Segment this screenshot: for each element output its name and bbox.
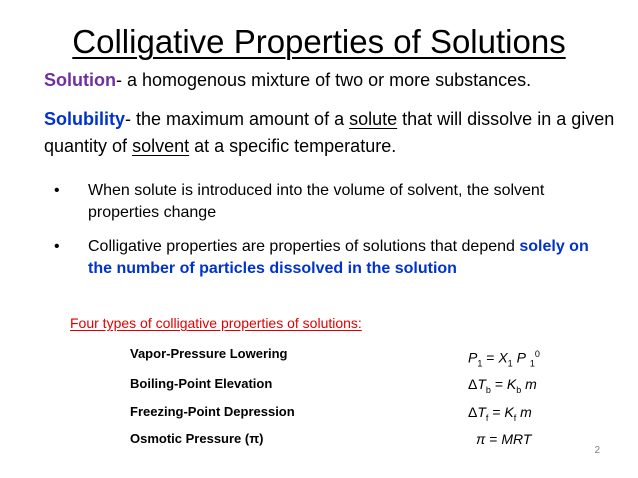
types-heading: Four types of colligative properties of solutions: [70,315,362,331]
property-name: Vapor-Pressure Lowering [130,346,288,361]
slide-title: Colligative Properties of Solutions [72,23,566,60]
property-name: Osmotic Pressure (π) [130,431,264,446]
property-row [130,402,550,422]
bullet-item [54,180,594,224]
boiling-point-equation: $\Delta T_b = K_b$ m [468,376,537,395]
vapor-pressure-equation: $P_1 = X_1$ P $_1^0$ [468,349,540,369]
osmotic-pressure-equation: π = MRT [476,431,532,447]
bullet-dot-icon: • [54,238,60,255]
bullet-dot-icon: • [54,182,60,199]
bullet-emphasis: solely on the number of particles dissolved in the solution [88,238,589,277]
solution-text: - a homogenous mixture of two or more substances. [115,70,532,90]
solute-word: solute [349,109,398,129]
solvent-word: solvent [132,136,190,156]
property-name: Freezing-Point Depression [130,404,295,419]
solution-term: Solution [44,70,116,90]
property-name: Boiling-Point Elevation [130,376,273,391]
bullet-item [54,236,594,280]
freezing-point-equation: $\Delta T_f = K_f$ m [468,404,532,423]
bullet-text: Colligative properties are properties of solutions that depend [88,238,520,255]
property-row [130,374,550,394]
page-number: 2 [594,445,600,456]
bullet-list [54,180,594,292]
solubility-definition [44,106,624,160]
solubility-term: Solubility [44,109,125,129]
property-row [130,429,550,449]
property-row [130,344,550,369]
solution-definition [44,68,531,92]
solubility-text-3: at a specific temperature. [189,136,397,156]
solubility-text-1: - the maximum amount of a [125,109,350,129]
bullet-text: When solute is introduced into the volume of solvent, the solvent properties change [88,182,545,221]
solubility-text-2: that will dissolve in a given quantity of [44,109,615,156]
